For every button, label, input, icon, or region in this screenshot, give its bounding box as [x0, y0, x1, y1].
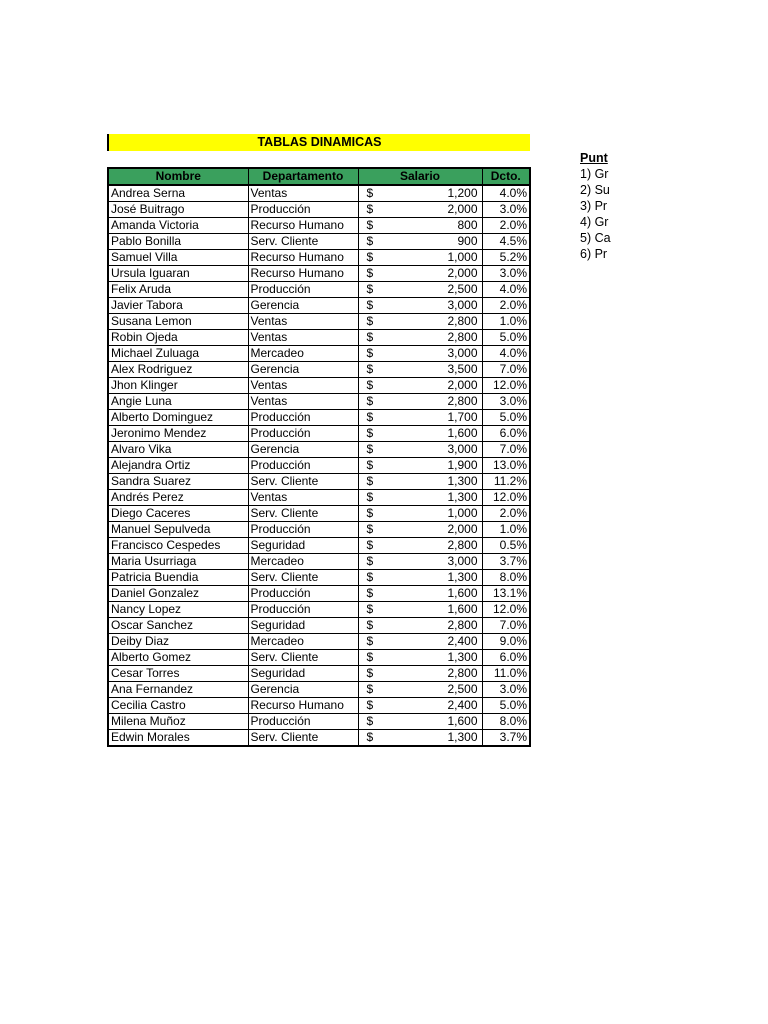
cell-salario[interactable]	[358, 410, 482, 426]
salary-amount: 1,600	[447, 586, 478, 600]
table-row	[108, 602, 530, 618]
cell-nombre[interactable]: Sandra Suarez	[108, 474, 248, 490]
salary-amount: 3,500	[447, 362, 478, 376]
cell-dcto[interactable]: 4.0%	[482, 282, 530, 298]
cell-salario[interactable]	[358, 266, 482, 282]
cell-departamento[interactable]: Seguridad	[248, 538, 358, 554]
instruction-item: 5) Ca	[580, 231, 611, 245]
cell-departamento[interactable]: Recurso Humano	[248, 218, 358, 234]
cell-departamento[interactable]: Recurso Humano	[248, 250, 358, 266]
currency-symbol: $	[366, 586, 374, 600]
currency-symbol: $	[366, 506, 374, 520]
cell-departamento[interactable]: Producción	[248, 522, 358, 538]
table-row	[108, 666, 530, 682]
cell-dcto[interactable]: 2.0%	[482, 506, 530, 522]
cell-dcto[interactable]: 1.0%	[482, 314, 530, 330]
cell-nombre[interactable]: Edwin Morales	[108, 730, 248, 747]
cell-nombre[interactable]: Ursula Iguaran	[108, 266, 248, 282]
table-row	[108, 185, 530, 202]
cell-nombre[interactable]: Oscar Sanchez	[108, 618, 248, 634]
salary-amount: 1,300	[447, 490, 478, 504]
cell-dcto[interactable]: 13.0%	[482, 458, 530, 474]
cell-nombre[interactable]: Robin Ojeda	[108, 330, 248, 346]
table-row	[108, 410, 530, 426]
cell-salario[interactable]	[358, 298, 482, 314]
cell-departamento[interactable]: Recurso Humano	[248, 698, 358, 714]
table-header-row	[108, 168, 530, 185]
cell-dcto[interactable]: 11.0%	[482, 666, 530, 682]
cell-departamento[interactable]: Ventas	[248, 185, 358, 202]
cell-salario[interactable]	[358, 506, 482, 522]
cell-dcto[interactable]: 0.5%	[482, 538, 530, 554]
table-row	[108, 474, 530, 490]
currency-symbol: $	[366, 186, 374, 200]
cell-salario[interactable]	[358, 538, 482, 554]
cell-dcto[interactable]: 3.7%	[482, 730, 530, 747]
cell-salario[interactable]	[358, 378, 482, 394]
cell-departamento[interactable]: Serv. Cliente	[248, 506, 358, 522]
cell-nombre[interactable]: Alvaro Vika	[108, 442, 248, 458]
currency-symbol: $	[366, 474, 374, 488]
cell-salario[interactable]	[358, 634, 482, 650]
cell-salario[interactable]	[358, 218, 482, 234]
currency-symbol: $	[366, 266, 374, 280]
currency-symbol: $	[366, 490, 374, 504]
table-row	[108, 650, 530, 666]
currency-symbol: $	[366, 378, 374, 392]
cell-nombre[interactable]: Michael Zuluaga	[108, 346, 248, 362]
cell-departamento[interactable]: Producción	[248, 282, 358, 298]
cell-salario[interactable]	[358, 362, 482, 378]
cell-dcto[interactable]: 5.2%	[482, 250, 530, 266]
salary-amount: 1,300	[447, 730, 478, 744]
currency-symbol: $	[366, 618, 374, 632]
cell-nombre[interactable]: Deiby Diaz	[108, 634, 248, 650]
salary-amount: 2,400	[447, 698, 478, 712]
currency-symbol: $	[366, 570, 374, 584]
cell-nombre[interactable]: Pablo Bonilla	[108, 234, 248, 250]
cell-nombre[interactable]: Patricia Buendia	[108, 570, 248, 586]
cell-dcto[interactable]: 9.0%	[482, 634, 530, 650]
cell-departamento[interactable]: Gerencia	[248, 682, 358, 698]
salary-amount: 2,800	[447, 394, 478, 408]
table-row	[108, 234, 530, 250]
cell-dcto[interactable]: 12.0%	[482, 378, 530, 394]
currency-symbol: $	[366, 202, 374, 216]
table-row	[108, 730, 530, 747]
salary-amount: 3,000	[447, 346, 478, 360]
cell-departamento[interactable]: Seguridad	[248, 618, 358, 634]
table-row	[108, 362, 530, 378]
table-row	[108, 458, 530, 474]
salary-amount: 3,000	[447, 554, 478, 568]
cell-nombre[interactable]: Diego Caceres	[108, 506, 248, 522]
cell-nombre[interactable]: Ana Fernandez	[108, 682, 248, 698]
cell-salario[interactable]	[358, 650, 482, 666]
currency-symbol: $	[366, 410, 374, 424]
cell-dcto[interactable]: 4.5%	[482, 234, 530, 250]
salary-amount: 1,000	[447, 506, 478, 520]
cell-dcto[interactable]: 8.0%	[482, 714, 530, 730]
cell-dcto[interactable]: 7.0%	[482, 362, 530, 378]
salary-amount: 1,700	[447, 410, 478, 424]
salary-amount: 1,900	[447, 458, 478, 472]
cell-dcto[interactable]: 3.0%	[482, 394, 530, 410]
cell-departamento[interactable]: Mercadeo	[248, 554, 358, 570]
salary-amount: 2,400	[447, 634, 478, 648]
cell-salario[interactable]	[358, 730, 482, 747]
salary-amount: 1,000	[447, 250, 478, 264]
cell-salario[interactable]	[358, 602, 482, 618]
currency-symbol: $	[366, 234, 374, 248]
cell-salario[interactable]	[358, 426, 482, 442]
cell-salario[interactable]	[358, 234, 482, 250]
currency-symbol: $	[366, 442, 374, 456]
cell-departamento[interactable]: Serv. Cliente	[248, 234, 358, 250]
column-header-dcto[interactable]: Dcto.	[482, 168, 530, 185]
cell-nombre[interactable]: Alberto Dominguez	[108, 410, 248, 426]
cell-nombre[interactable]: Maria Usurriaga	[108, 554, 248, 570]
salary-amount: 2,000	[447, 522, 478, 536]
cell-departamento[interactable]: Mercadeo	[248, 346, 358, 362]
currency-symbol: $	[366, 298, 374, 312]
cell-dcto[interactable]: 5.0%	[482, 698, 530, 714]
cell-departamento[interactable]: Gerencia	[248, 362, 358, 378]
currency-symbol: $	[366, 698, 374, 712]
salary-amount: 2,800	[447, 538, 478, 552]
cell-dcto[interactable]: 6.0%	[482, 650, 530, 666]
table-row	[108, 538, 530, 554]
salary-amount: 2,500	[447, 282, 478, 296]
cell-departamento[interactable]: Serv. Cliente	[248, 474, 358, 490]
currency-symbol: $	[366, 458, 374, 472]
currency-symbol: $	[366, 394, 374, 408]
cell-salario[interactable]	[358, 314, 482, 330]
instruction-item: 1) Gr	[580, 167, 609, 181]
cell-nombre[interactable]: Alejandra Ortiz	[108, 458, 248, 474]
salary-amount: 1,600	[447, 602, 478, 616]
cell-departamento[interactable]: Producción	[248, 458, 358, 474]
salary-amount: 2,500	[447, 682, 478, 696]
table-row	[108, 522, 530, 538]
table-row	[108, 682, 530, 698]
cell-departamento[interactable]: Mercadeo	[248, 634, 358, 650]
cell-salario[interactable]	[358, 346, 482, 362]
cell-departamento[interactable]: Producción	[248, 410, 358, 426]
instruction-item: 4) Gr	[580, 215, 609, 229]
table-row	[108, 714, 530, 730]
cell-dcto[interactable]: 6.0%	[482, 426, 530, 442]
table-row	[108, 426, 530, 442]
cell-salario[interactable]	[358, 250, 482, 266]
cell-departamento[interactable]: Producción	[248, 586, 358, 602]
cell-dcto[interactable]: 4.0%	[482, 346, 530, 362]
table-row	[108, 394, 530, 410]
cell-nombre[interactable]: Cecilia Castro	[108, 698, 248, 714]
cell-salario[interactable]	[358, 522, 482, 538]
instructions-panel	[580, 150, 768, 262]
table-row	[108, 634, 530, 650]
cell-dcto[interactable]: 3.0%	[482, 202, 530, 218]
cell-nombre[interactable]: Alex Rodriguez	[108, 362, 248, 378]
cell-nombre[interactable]: Jhon Klinger	[108, 378, 248, 394]
table-row	[108, 282, 530, 298]
salary-amount: 900	[457, 234, 478, 248]
salary-amount: 1,300	[447, 650, 478, 664]
currency-symbol: $	[366, 346, 374, 360]
cell-nombre[interactable]: Javier Tabora	[108, 298, 248, 314]
currency-symbol: $	[366, 218, 374, 232]
cell-departamento[interactable]: Gerencia	[248, 442, 358, 458]
currency-symbol: $	[366, 282, 374, 296]
cell-dcto[interactable]: 13.1%	[482, 586, 530, 602]
table-row	[108, 330, 530, 346]
salary-amount: 800	[457, 218, 478, 232]
cell-nombre[interactable]: Milena Muñoz	[108, 714, 248, 730]
instruction-item: 6) Pr	[580, 247, 608, 261]
table-row	[108, 554, 530, 570]
cell-dcto[interactable]: 3.7%	[482, 554, 530, 570]
cell-departamento[interactable]: Recurso Humano	[248, 266, 358, 282]
cell-nombre[interactable]: Nancy Lopez	[108, 602, 248, 618]
cell-dcto[interactable]: 3.0%	[482, 682, 530, 698]
cell-nombre[interactable]: Susana Lemon	[108, 314, 248, 330]
cell-salario[interactable]	[358, 185, 482, 202]
currency-symbol: $	[366, 426, 374, 440]
cell-salario[interactable]	[358, 394, 482, 410]
currency-symbol: $	[366, 682, 374, 696]
cell-departamento[interactable]: Gerencia	[248, 298, 358, 314]
salary-amount: 2,000	[447, 202, 478, 216]
cell-salario[interactable]	[358, 586, 482, 602]
salary-amount: 2,800	[447, 666, 478, 680]
salary-amount: 1,200	[447, 186, 478, 200]
cell-nombre[interactable]: Manuel Sepulveda	[108, 522, 248, 538]
cell-nombre[interactable]: Amanda Victoria	[108, 218, 248, 234]
table-row	[108, 298, 530, 314]
table-row	[108, 202, 530, 218]
cell-nombre[interactable]: Cesar Torres	[108, 666, 248, 682]
currency-symbol: $	[366, 634, 374, 648]
currency-symbol: $	[366, 314, 374, 328]
cell-nombre[interactable]: Andrés Perez	[108, 490, 248, 506]
cell-dcto[interactable]: 2.0%	[482, 218, 530, 234]
currency-symbol: $	[366, 522, 374, 536]
cell-departamento[interactable]: Ventas	[248, 314, 358, 330]
cell-departamento[interactable]: Producción	[248, 202, 358, 218]
cell-departamento[interactable]: Ventas	[248, 490, 358, 506]
cell-dcto[interactable]: 2.0%	[482, 298, 530, 314]
cell-nombre[interactable]: Angie Luna	[108, 394, 248, 410]
cell-salario[interactable]	[358, 442, 482, 458]
cell-salario[interactable]	[358, 618, 482, 634]
cell-nombre[interactable]: Samuel Villa	[108, 250, 248, 266]
cell-salario[interactable]	[358, 714, 482, 730]
currency-symbol: $	[366, 666, 374, 680]
cell-dcto[interactable]: 1.0%	[482, 522, 530, 538]
salary-amount: 2,800	[447, 618, 478, 632]
salary-amount: 2,000	[447, 266, 478, 280]
column-header-salario[interactable]: Salario	[358, 168, 482, 185]
salary-amount: 2,000	[447, 378, 478, 392]
table-row	[108, 490, 530, 506]
cell-dcto[interactable]: 12.0%	[482, 490, 530, 506]
cell-dcto[interactable]: 11.2%	[482, 474, 530, 490]
cell-departamento[interactable]: Ventas	[248, 378, 358, 394]
currency-symbol: $	[366, 730, 374, 744]
cell-nombre[interactable]: Daniel Gonzalez	[108, 586, 248, 602]
cell-dcto[interactable]: 12.0%	[482, 602, 530, 618]
cell-dcto[interactable]: 5.0%	[482, 410, 530, 426]
cell-departamento[interactable]: Producción	[248, 426, 358, 442]
cell-departamento[interactable]: Producción	[248, 714, 358, 730]
cell-salario[interactable]	[358, 490, 482, 506]
cell-departamento[interactable]: Producción	[248, 602, 358, 618]
cell-departamento[interactable]: Ventas	[248, 394, 358, 410]
cell-nombre[interactable]: Felix Aruda	[108, 282, 248, 298]
table-row	[108, 442, 530, 458]
table-row	[108, 570, 530, 586]
cell-salario[interactable]	[358, 682, 482, 698]
cell-salario[interactable]	[358, 458, 482, 474]
currency-symbol: $	[366, 714, 374, 728]
table-row	[108, 698, 530, 714]
cell-nombre[interactable]: José Buitrago	[108, 202, 248, 218]
salary-amount: 2,800	[447, 330, 478, 344]
currency-symbol: $	[366, 538, 374, 552]
currency-symbol: $	[366, 330, 374, 344]
table-row	[108, 586, 530, 602]
cell-salario[interactable]	[358, 666, 482, 682]
table-row	[108, 506, 530, 522]
table-row	[108, 250, 530, 266]
cell-departamento[interactable]: Serv. Cliente	[248, 570, 358, 586]
currency-symbol: $	[366, 554, 374, 568]
table-row	[108, 618, 530, 634]
instructions-heading: Punt	[580, 151, 608, 165]
cell-salario[interactable]	[358, 474, 482, 490]
salary-amount: 1,600	[447, 714, 478, 728]
currency-symbol: $	[366, 602, 374, 616]
cell-salario[interactable]	[358, 554, 482, 570]
cell-dcto[interactable]: 5.0%	[482, 330, 530, 346]
salary-amount: 3,000	[447, 298, 478, 312]
cell-nombre[interactable]: Andrea Serna	[108, 185, 248, 202]
cell-salario[interactable]	[358, 570, 482, 586]
cell-dcto[interactable]: 3.0%	[482, 266, 530, 282]
cell-nombre[interactable]: Francisco Cespedes	[108, 538, 248, 554]
currency-symbol: $	[366, 250, 374, 264]
table-row	[108, 266, 530, 282]
sheet-title: TABLAS DINAMICAS	[107, 134, 530, 151]
cell-departamento[interactable]: Ventas	[248, 330, 358, 346]
table-row	[108, 378, 530, 394]
cell-nombre[interactable]: Alberto Gomez	[108, 650, 248, 666]
employee-table	[107, 167, 531, 747]
cell-departamento[interactable]: Seguridad	[248, 666, 358, 682]
salary-amount: 1,600	[447, 426, 478, 440]
cell-dcto[interactable]: 7.0%	[482, 618, 530, 634]
cell-dcto[interactable]: 4.0%	[482, 185, 530, 202]
cell-nombre[interactable]: Jeronimo Mendez	[108, 426, 248, 442]
currency-symbol: $	[366, 650, 374, 664]
salary-amount: 3,000	[447, 442, 478, 456]
instruction-item: 2) Su	[580, 183, 610, 197]
cell-salario[interactable]	[358, 698, 482, 714]
salary-amount: 1,300	[447, 474, 478, 488]
instruction-item: 3) Pr	[580, 199, 608, 213]
column-header-departamento[interactable]: Departamento	[248, 168, 358, 185]
cell-salario[interactable]	[358, 282, 482, 298]
column-header-nombre[interactable]: Nombre	[108, 168, 248, 185]
currency-symbol: $	[366, 362, 374, 376]
cell-dcto[interactable]: 8.0%	[482, 570, 530, 586]
cell-salario[interactable]	[358, 330, 482, 346]
salary-amount: 1,300	[447, 570, 478, 584]
table-row	[108, 314, 530, 330]
cell-dcto[interactable]: 7.0%	[482, 442, 530, 458]
table-row	[108, 346, 530, 362]
cell-salario[interactable]	[358, 202, 482, 218]
table-row	[108, 218, 530, 234]
cell-departamento[interactable]: Serv. Cliente	[248, 650, 358, 666]
cell-departamento[interactable]: Serv. Cliente	[248, 730, 358, 747]
salary-amount: 2,800	[447, 314, 478, 328]
